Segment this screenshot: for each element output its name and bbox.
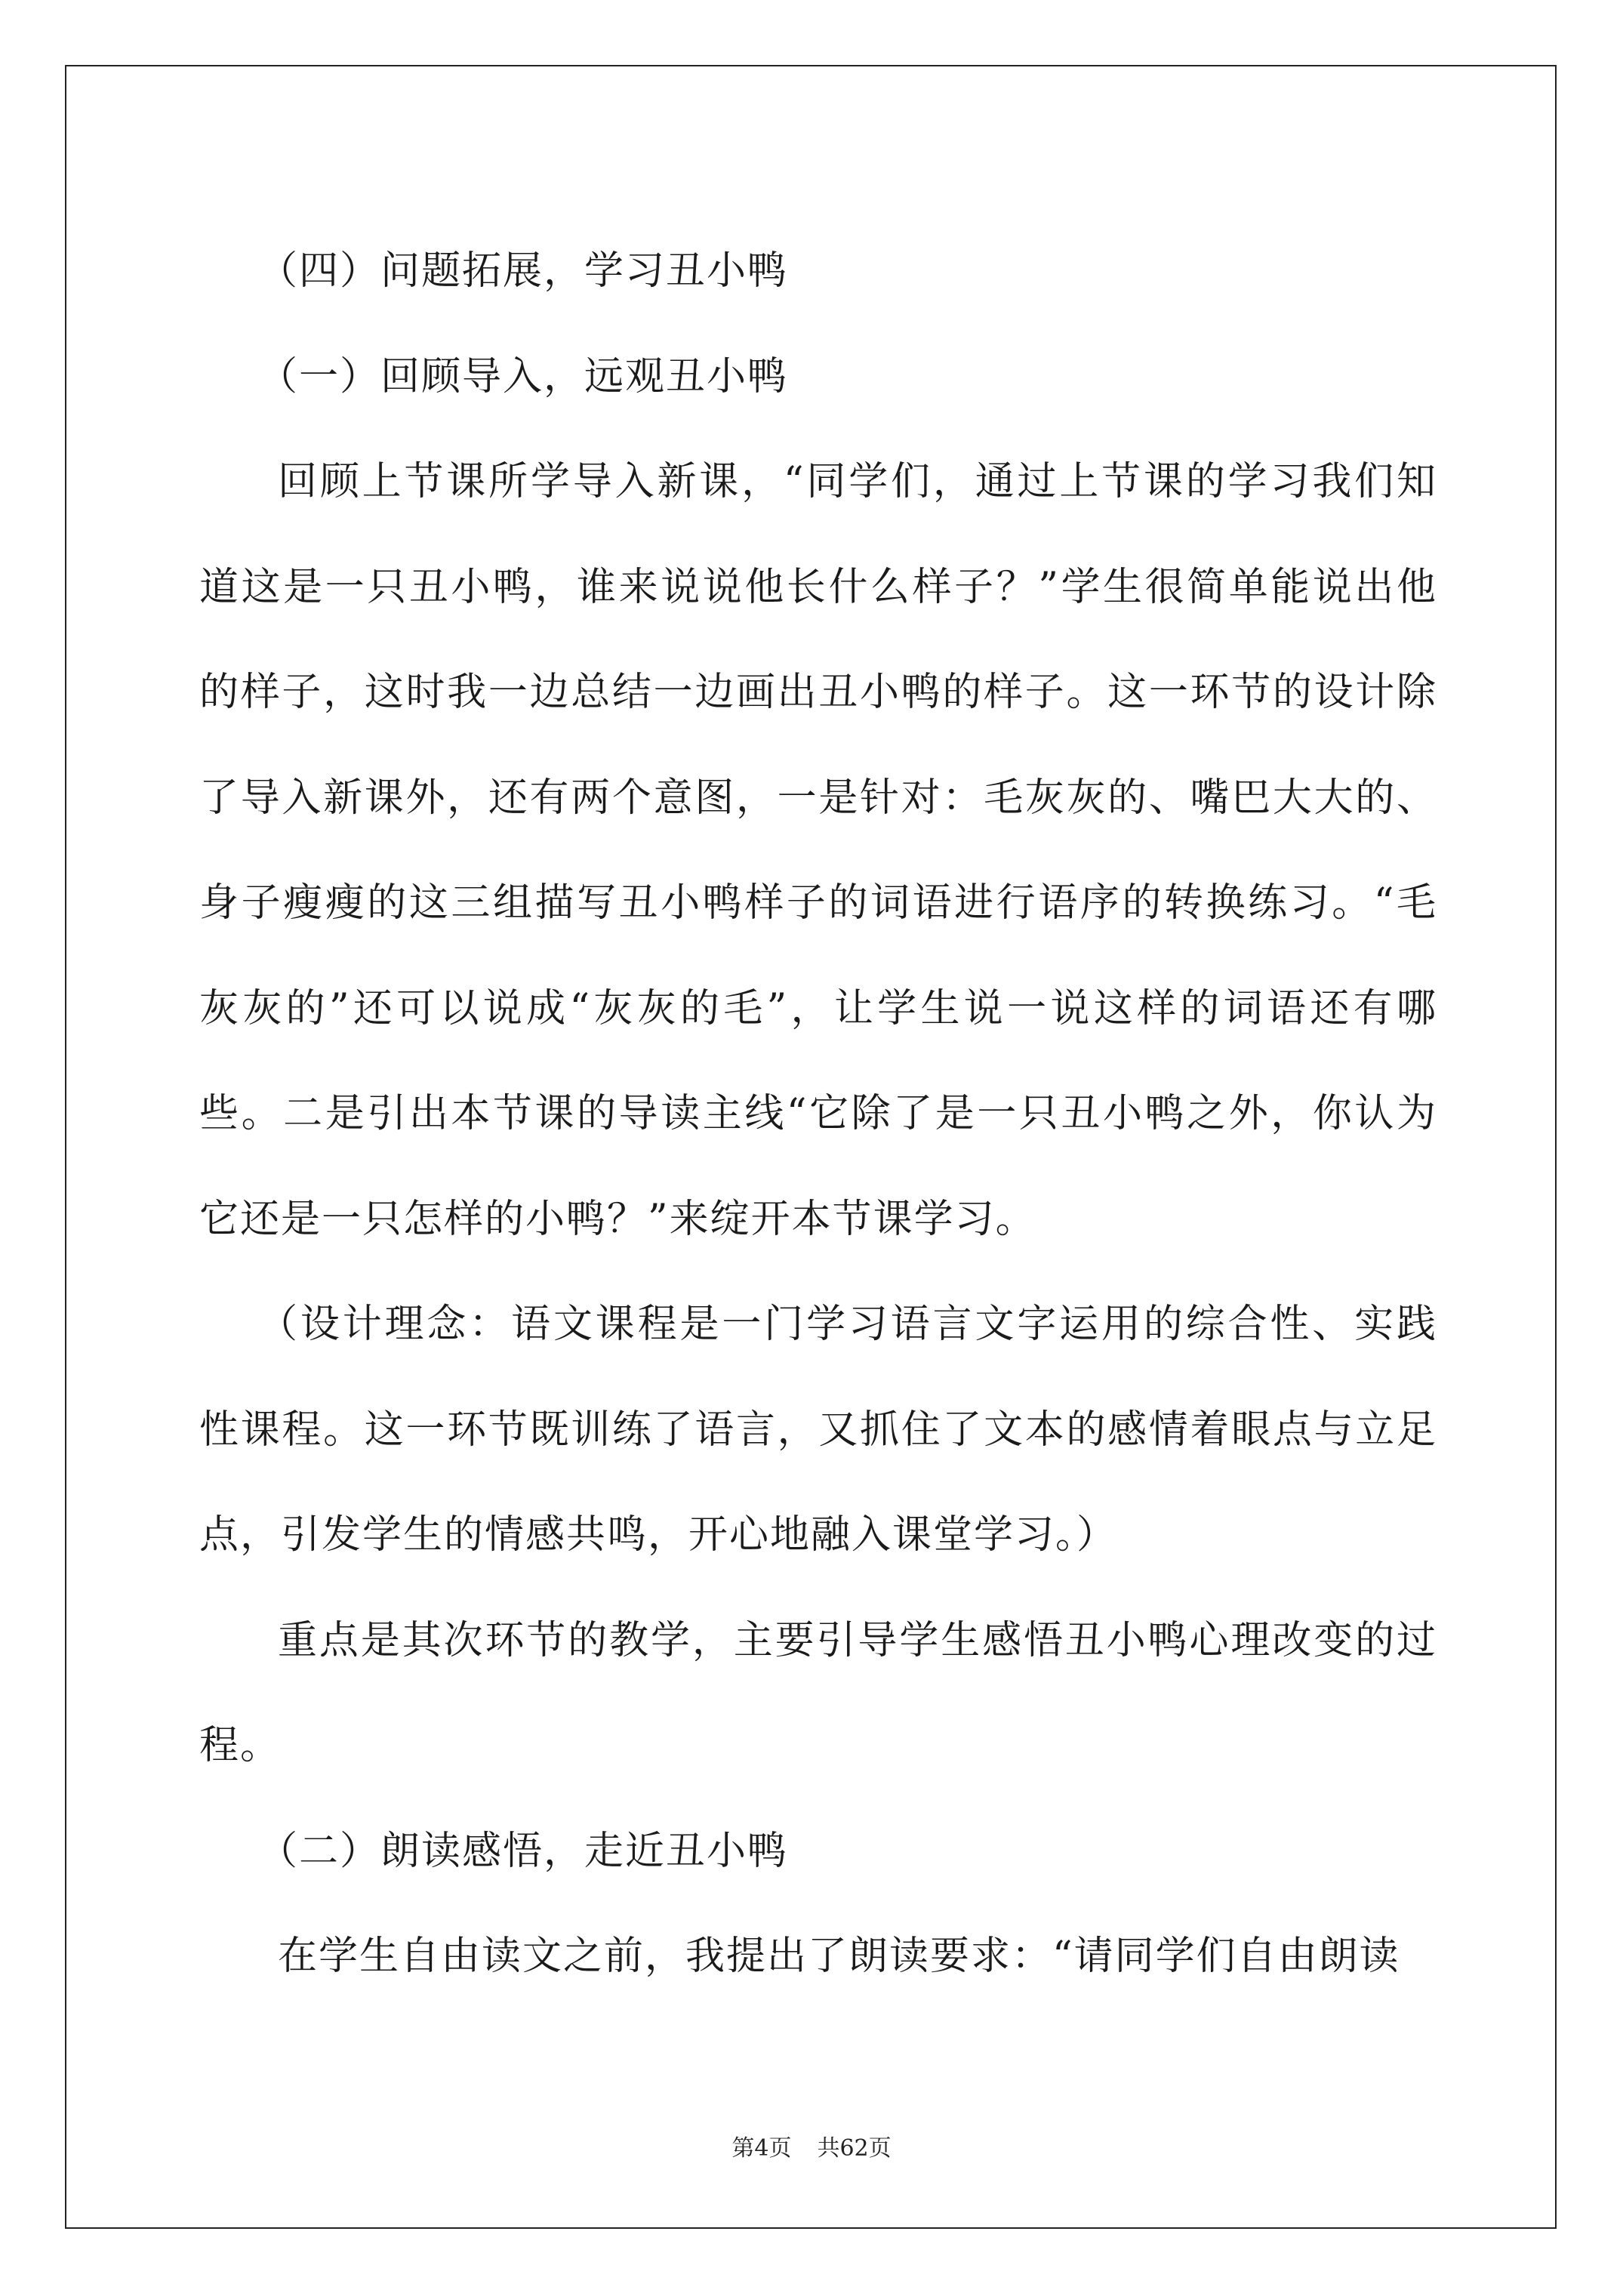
page-footer <box>0 2134 1623 2164</box>
document-body <box>199 219 1437 2010</box>
page-total: 共62页 <box>817 2135 892 2162</box>
paragraph-design-concept: （设计理念：语文课程是一门学习语言文字运用的综合性、实践性课程。这一环节既训练了语言，又抓住了文本的感情着眼点与立足点，引发学生的情感共鸣，开心地融入课堂学习。） <box>199 1302 1437 1558</box>
paragraph-review-intro: 回顾上节课所学导入新课，“同学们，通过上节课的学习我们知道这是一只丑小鸭，谁来说说他长什么样子？”学生很简单能说出他的样子，这时我一边总结一边画出丑小鸭的样子。这一环节的设计除了导入新课外，还有两个意图，一是针对：毛灰灰的、嘴巴大大的、身子瘦瘦的这三组描写丑小鸭样子的词语进行语序的转换练习。“毛灰灰的”还可以说成“灰灰的毛”，让学生说一说这样的词语还有哪些。二是引出本节课的导读主线“它除了是一只丑小鸭之外，你认为它还是一只怎样的小鸭？”来绽开本节课学习。 <box>199 459 1437 1242</box>
section-heading-one: （一）回顾导入，远观丑小鸭 <box>258 353 789 399</box>
section-heading-four: （四）问题拓展，学习丑小鸭 <box>258 248 789 294</box>
page-number: 第4页 <box>731 2135 792 2162</box>
paragraph-key-point: 重点是其次环节的教学，主要引导学生感悟丑小鸭心理改变的过程。 <box>199 1617 1437 1768</box>
paragraph-reading-requirement: 在学生自由读文之前，我提出了朗读要求：“请同学们自由朗读 <box>278 1934 1400 1979</box>
section-heading-two: （二）朗读感悟，走近丑小鸭 <box>258 1828 789 1874</box>
